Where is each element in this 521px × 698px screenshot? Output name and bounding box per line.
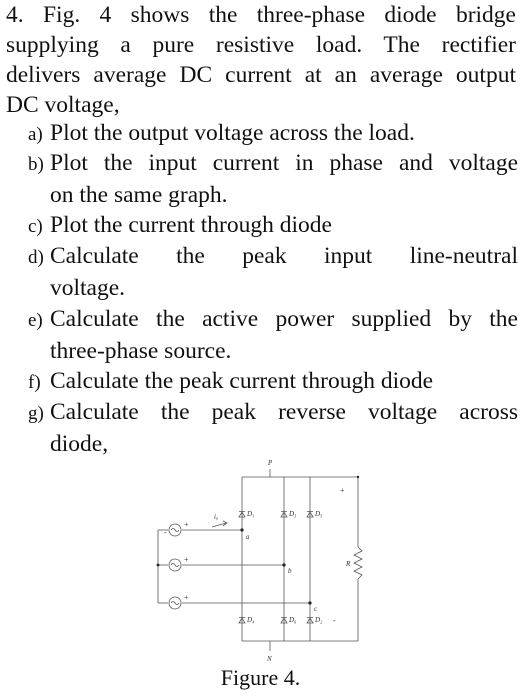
- item-label: d): [28, 247, 44, 268]
- node-n-label: N: [267, 655, 272, 663]
- node-p-label: P: [268, 459, 273, 467]
- source-b-plus: +: [184, 555, 189, 564]
- item-text: Plot the current through diode: [50, 212, 332, 238]
- item-text-cont: three-phase source.: [50, 338, 232, 364]
- question-item-b: [28, 148, 518, 210]
- source-a-minus: -: [164, 528, 167, 537]
- item-text: Calculate the peak input line-neutral: [50, 243, 518, 269]
- load-resistor-icon: [354, 547, 362, 579]
- item-label: b): [28, 154, 44, 175]
- item-text: Plot the input current in phase and voltage: [50, 150, 518, 176]
- load-label: R: [346, 560, 351, 568]
- current-label: iₐ: [214, 513, 218, 521]
- node-a-label: a: [246, 533, 250, 541]
- minus-label: -: [333, 616, 336, 625]
- item-label: c): [28, 216, 43, 237]
- diode-d4-label: D₄: [247, 616, 255, 624]
- diode-d6-label: D₆: [289, 616, 297, 624]
- diode-d2-label: D₂: [315, 616, 323, 624]
- intro-line: 4. Fig. 4 shows the three-phase diode bridge: [6, 2, 516, 28]
- source-c-plus: +: [184, 593, 189, 602]
- bridge-rectifier-circuit: [150, 455, 380, 665]
- intro-line: delivers average DC current at an average output: [6, 62, 516, 88]
- plus-label: +: [340, 486, 345, 495]
- item-text: Calculate the peak reverse voltage across: [50, 399, 518, 425]
- question-item-g: [28, 397, 518, 459]
- item-text-cont: on the same graph.: [50, 182, 228, 208]
- question-item-e: [28, 304, 518, 366]
- question-item-f: [28, 366, 518, 398]
- node-b-label: b: [288, 567, 292, 575]
- figure-caption: Figure 4.: [220, 665, 301, 690]
- node-b-dot: [282, 563, 285, 566]
- question-item-a: [28, 118, 518, 150]
- node-a-dot: [240, 528, 243, 531]
- item-label: e): [28, 310, 43, 331]
- item-label: a): [28, 124, 43, 145]
- question-item-c: [28, 210, 518, 242]
- item-text: Plot the output voltage across the load.: [50, 120, 415, 146]
- node-c-label: c: [314, 605, 318, 613]
- diode-d5-label: D₅: [315, 510, 323, 518]
- question-intro: [6, 0, 516, 120]
- question-item-d: [28, 241, 518, 303]
- diode-d3-label: D₃: [289, 510, 297, 518]
- item-text: Calculate the peak current through diode: [50, 368, 434, 394]
- intro-line: DC voltage,: [6, 92, 120, 118]
- item-label: f): [28, 372, 41, 393]
- node-c-dot: [308, 601, 311, 604]
- item-text-cont: voltage.: [50, 275, 126, 301]
- diode-d1-label: D₁: [247, 510, 255, 518]
- item-text-cont: diode,: [50, 431, 109, 457]
- intro-line: supplying a pure resistive load. The rectifier: [6, 32, 516, 58]
- item-text: Calculate the active power supplied by the: [50, 306, 518, 332]
- item-label: g): [28, 403, 44, 424]
- source-a-plus: +: [184, 520, 189, 529]
